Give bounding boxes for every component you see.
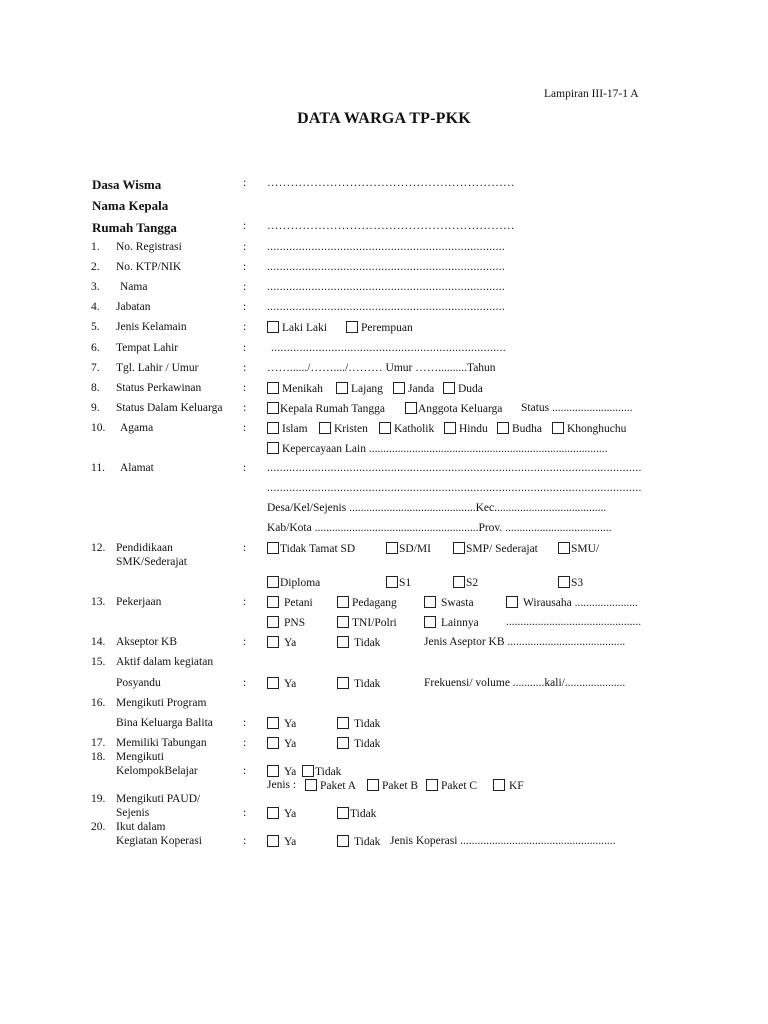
option-label: Katholik [394,423,435,435]
checkbox[interactable] [497,422,509,434]
colon: : [243,807,247,819]
option-paket-c[interactable] [426,779,477,792]
option-label: S1 [399,577,412,589]
registrasi-field[interactable]: ........................................................................... [267,241,506,253]
option-label: Menikah [282,383,323,395]
option-label: Lajang [351,383,383,395]
jabatan-field[interactable]: ........................................................................... [267,301,506,313]
colon: : [243,835,247,847]
option-tidak[interactable] [337,677,380,690]
option-label: Khonghuchu [567,423,627,435]
checkbox[interactable] [267,321,279,333]
option-label: SMP/ Sederajat [466,543,538,555]
option-label: Hindu [459,423,488,435]
row-registrasi [0,241,768,259]
row-tempat-lahir [0,342,768,360]
ktp-label: No. KTP/NIK [116,261,182,273]
dasa-wisma-label: Dasa Wisma [92,177,162,192]
option-duda[interactable] [443,382,483,395]
checkbox[interactable] [424,616,436,628]
tempat-lahir-label: Tempat Lahir [116,342,179,354]
option-tidak-tamat[interactable] [267,542,355,555]
option-label: Paket B [382,780,419,792]
row-ktp [0,261,768,279]
checkbox[interactable] [267,422,279,434]
option-tidak[interactable] [302,765,341,778]
option-label: Diploma [280,577,321,589]
nama-field[interactable]: ........................................................................... [267,281,506,293]
option-katholik[interactable] [379,422,434,435]
option-label: Islam [282,423,308,435]
row-status-keluarga [0,402,768,420]
checkbox[interactable] [444,422,456,434]
checkbox[interactable] [337,616,349,628]
row-dasa-wisma [0,177,768,195]
posyandu-label: Posyandu [116,677,161,689]
colon: : [243,677,247,689]
item-number: 6. [91,342,100,354]
checkbox[interactable] [393,382,405,394]
jenis-koperasi-field[interactable]: Jenis Koperasi ...................................................... [390,835,616,847]
option-smp[interactable] [453,542,538,555]
option-smu[interactable] [558,542,599,555]
colon: : [243,220,247,232]
checkbox[interactable] [337,807,349,819]
colon: : [243,596,247,608]
jenis-kb-field[interactable]: Jenis Aseptor KB ......................................... [424,636,626,648]
checkbox[interactable] [337,737,349,749]
option-label: Tidak [354,836,381,848]
item-number: 14. [91,636,106,648]
option-label: Ya [284,766,297,778]
bkb-label: Bina Keluarga Balita [116,717,213,729]
colon: : [243,765,247,777]
row-nama-kepala [0,198,768,216]
koperasi-label: Kegiatan Koperasi [116,835,202,847]
option-label: Kepercayaan Lain ................................................................................... [282,443,608,455]
item-number: 20. [91,821,106,833]
checkbox[interactable] [405,402,417,414]
option-label: S3 [571,577,584,589]
colon: : [243,717,247,729]
program-label: Mengikuti Program [116,697,207,709]
nama-kepala-label: Nama Kepala [92,198,169,213]
checkbox[interactable] [267,402,279,414]
option-label: Tidak Tamat SD [280,543,356,555]
option-tidak[interactable] [337,717,380,730]
row-pekerjaan-2 [0,616,768,634]
checkbox[interactable] [267,442,279,454]
checkbox[interactable] [267,616,279,628]
checkbox[interactable] [337,835,349,847]
option-label: Duda [458,383,483,395]
colon: : [243,542,247,554]
tgl-lahir-label: Tgl. Lahir / Umur [116,362,199,374]
colon: : [243,177,247,189]
option-budha[interactable] [497,422,542,435]
option-swasta[interactable] [424,596,474,609]
option-petani[interactable] [267,596,313,609]
option-islam[interactable] [267,422,308,435]
row-status-perkawinan [0,382,768,400]
checkbox[interactable] [337,636,349,648]
checkbox[interactable] [267,835,279,847]
checkbox[interactable] [305,779,317,791]
row-koperasi [0,835,768,853]
checkbox[interactable] [319,422,331,434]
option-label: Kepala Rumah Tangga [280,403,386,415]
row-kab [0,522,768,540]
jabatan-label: Jabatan [116,301,151,313]
option-anggota[interactable] [405,402,502,415]
option-label: Paket A [320,780,357,792]
option-label: Tidak [354,678,381,690]
checkbox[interactable] [337,717,349,729]
tgl-lahir-field[interactable]: ……....../……..../……… Umur ……..........Tahun [267,362,496,374]
option-tni[interactable] [337,616,397,629]
checkbox[interactable] [267,382,279,394]
option-kf[interactable] [493,779,524,792]
colon: : [243,342,247,354]
checkbox[interactable] [424,596,436,608]
option-label: Swasta [441,597,474,609]
checkbox[interactable] [379,422,391,434]
item-number: 4. [91,301,100,313]
status-perkawinan-label: Status Perkawinan [116,382,202,394]
checkbox[interactable] [506,596,518,608]
row-agama-2 [0,442,768,460]
option-wirausaha[interactable] [506,596,638,609]
item-number: 5. [91,321,100,333]
colon: : [243,462,247,474]
option-label: Ya [284,637,297,649]
option-label: Petani [284,597,313,609]
checkbox[interactable] [346,321,358,333]
checkbox[interactable] [336,382,348,394]
item-number: 7. [91,362,100,374]
row-agama [0,422,768,440]
item-number: 2. [91,261,100,273]
ktp-field[interactable]: ........................................................................... [267,261,506,273]
option-label: TNI/Polri [352,617,397,629]
lampiran-label: Lampiran III-17-1 A [544,88,639,100]
item-number: 11. [91,462,105,474]
option-label: Tidak [354,718,381,730]
aktif-label: Aktif dalam kegiatan [116,656,214,668]
item-number: 8. [91,382,100,394]
alamat-field-2[interactable]: ...................................................................................................................... [267,482,642,494]
pendidikan-label-2: SMK/Sederajat [116,556,187,568]
frekuensi-field[interactable]: Frekuensi/ volume ...........kali/..................... [424,677,626,689]
rumah-tangga-label: Rumah Tangga [92,220,177,235]
option-ya[interactable] [267,765,296,778]
option-menikah[interactable] [267,382,323,395]
kab-field[interactable]: Kab/Kota .........................................................Prov. ..................................... [267,522,612,534]
option-ya[interactable] [267,717,296,730]
option-ya[interactable] [267,835,296,848]
option-sd[interactable] [386,542,431,555]
colon: : [243,402,247,414]
row-akseptor [0,636,768,654]
row-nama [0,281,768,299]
option-tidak[interactable] [337,737,380,750]
option-janda[interactable] [393,382,434,395]
option-label: PNS [284,617,306,629]
option-label: Wirausaha ...................... [523,597,638,609]
option-tidak[interactable] [337,835,380,848]
jenis-label: Jenis : [267,779,297,791]
ikut-label: Ikut dalam [116,821,166,833]
registrasi-label: No. Registrasi [116,241,182,253]
row-pendidikan-2 [0,556,768,574]
option-tidak[interactable] [337,636,380,649]
option-tidak[interactable] [337,807,376,820]
item-number: 12. [91,542,106,554]
option-label: Ya [284,738,297,750]
row-pendidikan-3 [0,576,768,594]
item-number: 3. [91,281,100,293]
row-pekerjaan [0,596,768,614]
checkbox[interactable] [367,779,379,791]
option-label: Ya [284,718,297,730]
mengikuti-label: Mengikuti [116,751,164,763]
option-laki[interactable] [267,321,327,334]
checkbox[interactable] [426,779,438,791]
option-label: Pedagang [352,597,397,609]
option-ya[interactable] [267,737,296,750]
status-field[interactable]: Status ............................ [521,402,633,414]
option-label: Ya [284,678,297,690]
option-label: Paket C [441,780,478,792]
checkbox[interactable] [267,807,279,819]
row-jenis-kelamin [0,321,768,339]
colon: : [243,422,247,434]
row-tgl-lahir [0,362,768,380]
option-label: Laki Laki [282,322,328,334]
option-kepercayaan[interactable] [267,442,607,455]
item-number: 13. [91,596,106,608]
item-number: 9. [91,402,100,414]
row-desa [0,502,768,520]
row-rumah-tangga [0,220,768,238]
option-label: Budha [512,423,543,435]
checkbox[interactable] [267,737,279,749]
option-ya[interactable] [267,636,296,649]
checkbox[interactable] [386,542,398,554]
lainnya-field[interactable]: ............................................... [506,616,642,628]
option-label: SD/MI [399,543,431,555]
checkbox[interactable] [267,576,279,588]
item-number: 16. [91,697,106,709]
desa-field[interactable]: Desa/Kel/Sejenis ............................................Kec....................................... [267,502,607,514]
row-alamat-2 [0,482,768,500]
colon: : [243,321,247,333]
option-label: KF [509,780,524,792]
option-perempuan[interactable] [346,321,413,334]
option-diploma[interactable] [267,576,320,589]
option-s2[interactable] [453,576,478,589]
option-kepala-rt[interactable] [267,402,385,415]
colon: : [243,382,247,394]
checkbox[interactable] [337,596,349,608]
option-s1[interactable] [386,576,411,589]
colon: : [243,737,247,749]
option-label: Ya [284,836,297,848]
row-bkb [0,717,768,735]
option-lainnya[interactable] [424,616,479,629]
row-posyandu [0,677,768,695]
option-ya[interactable] [267,677,296,690]
option-label: SMU/ [571,543,600,555]
checkbox[interactable] [493,779,505,791]
checkbox[interactable] [453,576,465,588]
item-number: 18. [91,751,106,763]
option-label: Lainnya [441,617,479,629]
checkbox[interactable] [386,576,398,588]
row-alamat [0,462,768,480]
colon: : [243,261,247,273]
item-number: 15. [91,656,106,668]
row-program [0,697,768,715]
option-paket-b[interactable] [367,779,418,792]
option-label: S2 [466,577,479,589]
item-number: 10. [91,422,106,434]
option-lajang[interactable] [336,382,383,395]
alamat-field-1[interactable]: ...................................................................................................................... [267,462,642,474]
kelompok-label: KelompokBelajar [116,765,198,777]
option-paket-a[interactable] [305,779,356,792]
option-s3[interactable] [558,576,583,589]
row-aktif [0,656,768,674]
option-label: Tidak [354,637,381,649]
item-number: 19. [91,793,106,805]
item-number: 1. [91,241,100,253]
pekerjaan-label: Pekerjaan [116,596,162,608]
tempat-lahir-field[interactable]: .......................................................................... [271,342,506,354]
row-jabatan [0,301,768,319]
colon: : [243,281,247,293]
tabungan-label: Memiliki Tabungan [116,737,207,749]
page-title: DATA WARGA TP-PKK [297,110,471,127]
option-label: Anggota Keluarga [418,403,503,415]
option-ya[interactable] [267,807,296,820]
option-label: Tidak [350,808,377,820]
option-label: Tidak [315,766,342,778]
pendidikan-label: Pendidikaan [116,542,173,554]
nama-label: Nama [120,281,148,293]
option-label: Ya [284,808,297,820]
checkbox[interactable] [552,422,564,434]
dasa-wisma-field[interactable]: ……………………………………………………… [267,177,515,189]
option-label: Kristen [334,423,368,435]
agama-label: Agama [120,422,154,434]
colon: : [243,301,247,313]
checkbox[interactable] [267,636,279,648]
sejenis-label: Sejenis [116,807,150,819]
item-number: 17. [91,737,106,749]
colon: : [243,362,247,374]
akseptor-label: Akseptor KB [116,636,178,648]
option-khonghuchu[interactable] [552,422,626,435]
checkbox[interactable] [267,542,279,554]
nama-kepala-field[interactable]: ……………………………………………………… [267,220,515,232]
checkbox[interactable] [267,765,279,777]
option-label: Tidak [354,738,381,750]
checkbox[interactable] [267,596,279,608]
status-keluarga-label: Status Dalam Keluarga [116,402,223,414]
checkbox[interactable] [453,542,465,554]
checkbox[interactable] [302,765,314,777]
checkbox[interactable] [267,677,279,689]
option-label: Perempuan [361,322,413,334]
colon: : [243,636,247,648]
jenis-kelamin-label: Jenis Kelamain [116,321,187,333]
checkbox[interactable] [267,717,279,729]
paud-label: Mengikuti PAUD/ [116,793,201,805]
option-label: Janda [408,383,435,395]
option-pedagang[interactable] [337,596,397,609]
alamat-label: Alamat [120,462,154,474]
checkbox[interactable] [558,542,570,554]
checkbox[interactable] [443,382,455,394]
checkbox[interactable] [337,677,349,689]
option-kristen[interactable] [319,422,368,435]
option-pns[interactable] [267,616,305,629]
checkbox[interactable] [558,576,570,588]
option-hindu[interactable] [444,422,488,435]
colon: : [243,241,247,253]
